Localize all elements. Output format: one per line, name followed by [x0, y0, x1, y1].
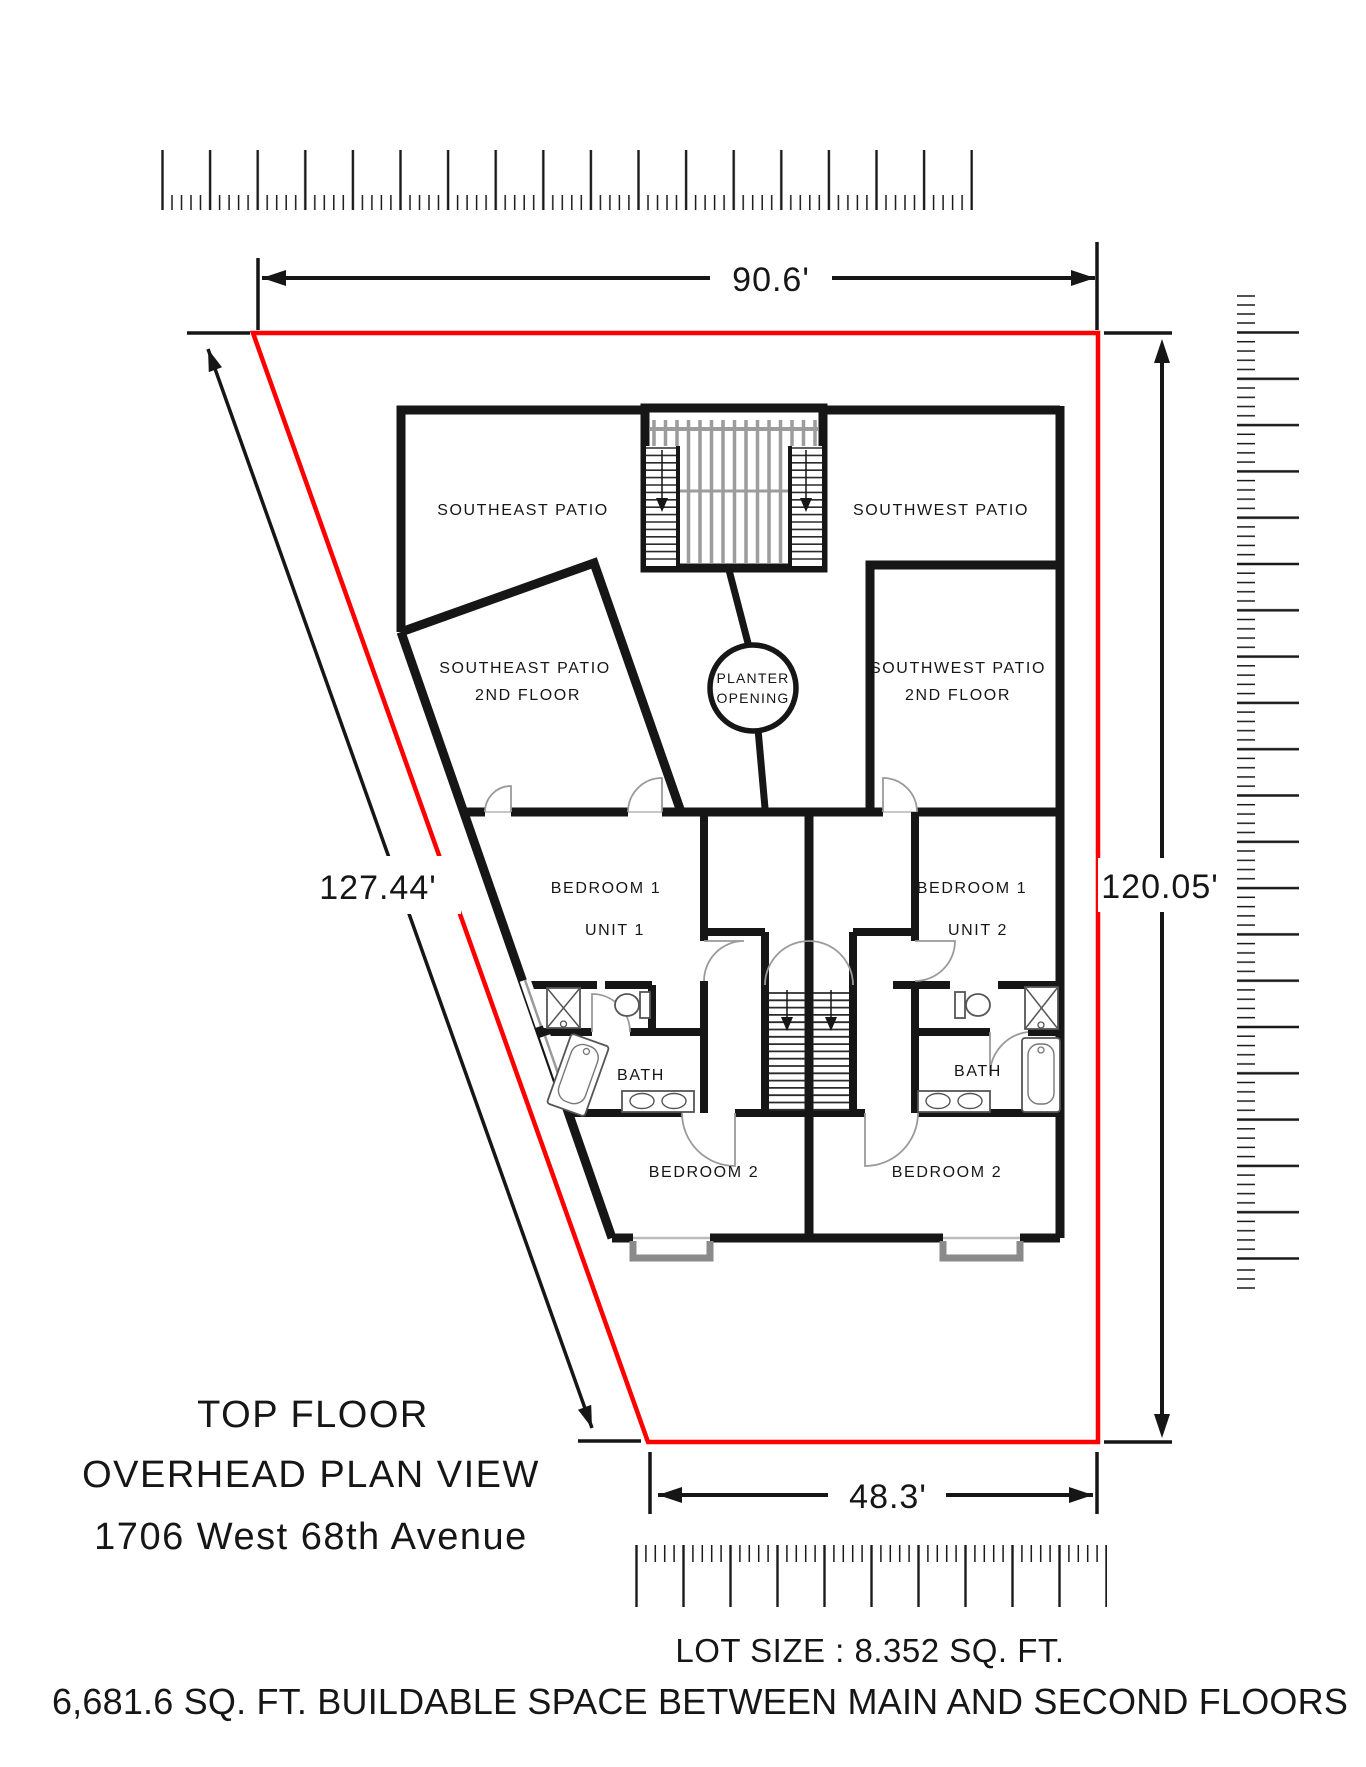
southeast-patio-2nd-label-1: SOUTHEAST PATIO	[439, 660, 611, 677]
sheet-title-line1: TOP FLOOR	[197, 1394, 429, 1436]
dimension-top	[258, 242, 1097, 330]
building-left-diagonal-wall	[401, 632, 612, 1238]
room-labels	[437, 502, 1046, 1181]
dimension-top-label: 90.6'	[732, 261, 810, 299]
bath-unit1-label: BATH	[617, 1067, 665, 1084]
vanity-unit1	[622, 1091, 694, 1112]
top-ruler-ticks	[161, 150, 973, 210]
bedroom1-unit1-label: BEDROOM 1	[550, 880, 662, 897]
door-arc	[915, 941, 955, 981]
bay-window-left	[633, 1241, 710, 1258]
dimension-right	[1098, 333, 1226, 1442]
door-arc	[704, 941, 744, 981]
southeast-patio-label: SOUTHEAST PATIO	[437, 502, 609, 519]
door-arc	[485, 786, 511, 812]
lot-size-note: LOT SIZE : 8.352 SQ. FT.	[675, 1632, 1065, 1669]
sheet-title-line2: OVERHEAD PLAN VIEW	[82, 1454, 540, 1496]
southeast-patio-2nd-walls	[401, 563, 680, 809]
dimension-right-label: 120.05'	[1101, 868, 1219, 906]
stair-down-arrow-icon	[781, 990, 793, 1031]
bedroom1-unit2-label: BEDROOM 1	[916, 880, 1028, 897]
southwest-patio-2nd-label-1: SOUTHWEST PATIO	[869, 660, 1047, 677]
unit2-label: UNIT 2	[948, 922, 1008, 939]
bedroom2-unit2-label: BEDROOM 2	[891, 1164, 1003, 1181]
door-arc	[682, 1113, 735, 1166]
top-scale-ruler	[161, 150, 973, 210]
shower-unit2	[1025, 987, 1058, 1029]
arrow-up-icon	[208, 349, 222, 372]
planter-label-2: OPENING	[716, 690, 790, 706]
southwest-patio-2nd-label-2: 2ND FLOOR	[905, 687, 1011, 704]
southeast-patio-2nd-label-2: 2ND FLOOR	[475, 687, 581, 704]
arrow-down-icon	[1154, 1414, 1170, 1438]
right-scale-ruler	[1237, 296, 1299, 1288]
bedroom2-unit1-label: BEDROOM 2	[648, 1164, 760, 1181]
sheet-title-line3: 1706 West 68th Avenue	[94, 1516, 528, 1558]
stair-double-door-arc	[809, 941, 853, 985]
planter-stem	[758, 729, 765, 808]
bay-windows	[633, 1241, 1020, 1258]
door-arc	[883, 778, 917, 812]
door-arc	[865, 1113, 918, 1166]
planter-label-1: PLANTER	[716, 670, 790, 686]
roof-pergola	[645, 408, 823, 568]
dimension-bottom	[650, 1452, 1097, 1518]
dimension-left-label: 127.44'	[319, 869, 437, 907]
bathtub-unit2	[1022, 1038, 1060, 1112]
bottom-scale-ruler	[635, 1545, 1107, 1607]
shower-unit1	[547, 988, 580, 1028]
bay-window-right	[943, 1241, 1020, 1258]
arrow-left-icon	[658, 1487, 682, 1503]
southwest-patio-label: SOUTHWEST PATIO	[852, 502, 1030, 519]
bathtub-unit1	[547, 1033, 610, 1116]
arrow-down-icon	[578, 1405, 592, 1428]
door-arc	[628, 778, 662, 812]
toilet-unit2	[955, 992, 990, 1018]
bottom-ruler-ticks	[635, 1545, 1107, 1607]
planter-opening	[710, 570, 796, 808]
arrow-right-icon	[1069, 1487, 1093, 1503]
planter-circle	[710, 645, 796, 731]
stair-down-arrow-icon	[825, 990, 837, 1031]
unit1-label: UNIT 1	[585, 922, 645, 939]
footer-notes	[52, 1632, 1348, 1722]
buildable-space-note: 6,681.6 SQ. FT. BUILDABLE SPACE BETWEEN MAIN AND SECOND FLOORS	[51, 1681, 1349, 1722]
vanity-unit2	[918, 1091, 990, 1112]
stair-double-door-arc	[765, 941, 809, 985]
arrow-right-icon	[1071, 270, 1095, 286]
bath-unit2-label: BATH	[954, 1063, 1002, 1080]
toilet-unit1	[615, 992, 650, 1018]
title-block	[82, 1394, 540, 1558]
arrow-left-icon	[262, 270, 286, 286]
planter-stem	[729, 570, 749, 647]
arrow-up-icon	[1154, 339, 1170, 363]
dimension-bottom-label: 48.3'	[849, 1478, 927, 1516]
right-ruler-ticks	[1237, 331, 1299, 1261]
